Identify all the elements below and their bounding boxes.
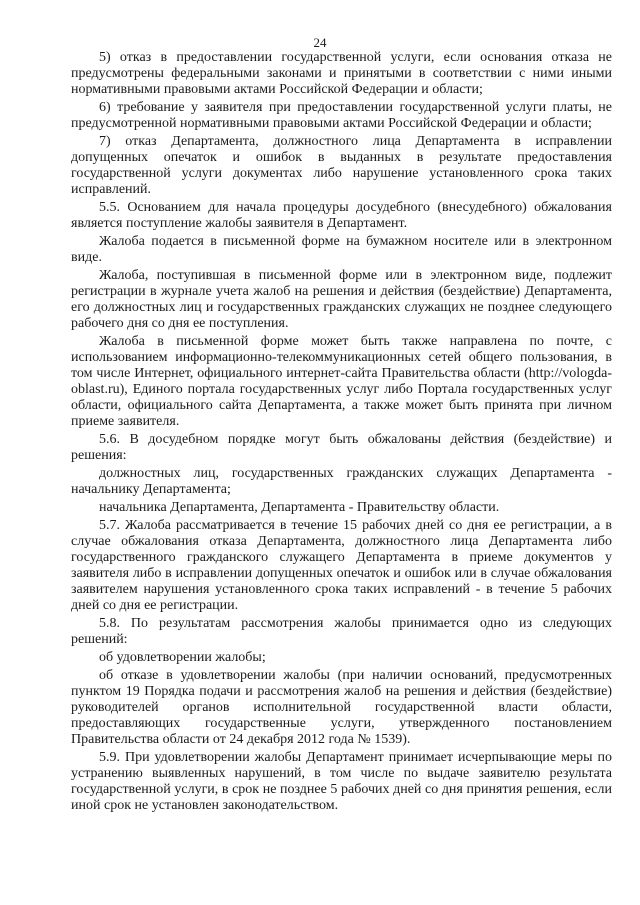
paragraph-complaint-channels: Жалоба в письменной форме может быть также направлена по почте, с использованием информационно-телекоммуникационных сетей общего пользования, в том числе Интернет, официального интернет-сайта Правительства области (http://vologda-oblast.ru), Единого портала государственных услуг либо Портала государственных услуг области, официального сайта Департамента, а также может быть принята при личном приеме заявителя.: [71, 334, 612, 429]
paragraph-officials: должностных лиц, государственных гражданских служащих Департамента - начальнику Департамента;: [71, 466, 612, 497]
paragraph-refuse: об отказе в удовлетворении жалобы (при наличии оснований, предусмотренных пунктом 19 Порядка подачи и рассмотрения жалоб на решения и действия (бездействие) руководителей органов исполнительной государственной власти области, предоставляющих государственные услуги, утвержденного постановлением Правительства области от 24 декабря 2012 года № 1539).: [71, 668, 612, 747]
paragraph-satisfy: об удовлетворении жалобы;: [99, 650, 266, 665]
paragraph-head: начальника Департамента, Департамента - Правительству области.: [99, 500, 500, 515]
paragraph-item-6: 6) требование у заявителя при предоставлении государственной услуги платы, не предусмотренной нормативными правовыми актами Российской Федерации и области;: [71, 100, 612, 131]
paragraph-complaint-registration: Жалоба, поступившая в письменной форме или в электронном виде, подлежит регистрации в журнале учета жалоб на решения и действия (бездействие) Департамента, его должностных лиц и государственных гражданских служащих не позднее следующего рабочего дня со дня ее поступления.: [71, 268, 612, 331]
paragraph-5-8: 5.8. По результатам рассмотрения жалобы принимается одно из следующих решений:: [71, 616, 612, 647]
paragraph-item-7: 7) отказ Департамента, должностного лица Департамента в исправлении допущенных опечаток и ошибок в выданных в результате предоставления государственной услуги документах либо нарушение установленного срока таких исправлений.: [71, 134, 612, 197]
paragraph-5-7: 5.7. Жалоба рассматривается в течение 15 рабочих дней со дня ее регистрации, а в случае обжалования отказа Департамента, должностного лица Департамента либо государственного гражданского служащего Департамента в приеме документов у заявителя либо в исправлении допущенных опечаток и ошибок или в случае обжалования заявителем нарушения установленного срока таких исправлений - в течение 5 рабочих дней со дня ее регистрации.: [71, 518, 612, 613]
paragraph-complaint-form: Жалоба подается в письменной форме на бумажном носителе или в электронном виде.: [71, 234, 612, 265]
paragraph-item-5: 5) отказ в предоставлении государственной услуги, если основания отказа не предусмотрены федеральными законами и принятыми в соответствии с ними иными нормативными правовыми актами Российской Федерации и области;: [71, 50, 612, 97]
paragraph-5-9: 5.9. При удовлетворении жалобы Департамент принимает исчерпывающие меры по устранению выявленных нарушений, в том числе по выдаче заявителю результата государственной услуги, в срок не позднее 5 рабочих дней со дня принятия решения, если иной срок не установлен законодательством.: [71, 750, 612, 813]
paragraph-5-6: 5.6. В досудебном порядке могут быть обжалованы действия (бездействие) и решения:: [71, 432, 612, 463]
paragraph-5-5: 5.5. Основанием для начала процедуры досудебного (внесудебного) обжалования является поступление жалобы заявителя в Департамент.: [71, 200, 612, 231]
document-body: [71, 50, 612, 814]
page-number: 24: [313, 35, 327, 50]
